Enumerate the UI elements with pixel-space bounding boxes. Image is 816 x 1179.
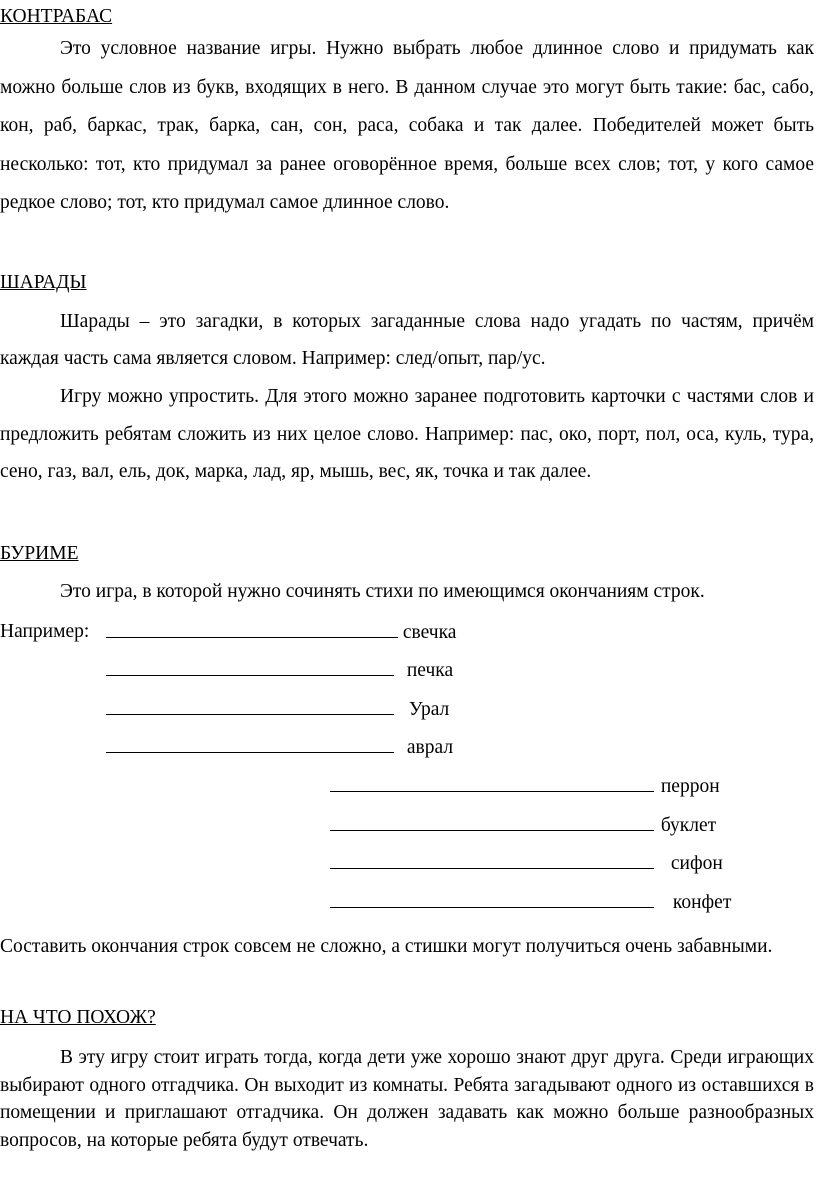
rhyme-word: буклет (660, 815, 717, 836)
burime-row-b2 (330, 812, 716, 839)
burime-row-b4 (330, 889, 731, 916)
blank-line (330, 850, 654, 869)
paragraph-sharady-2: Игру можно упростить. Для этого можно заранее подготовить карточки с частями слов и предложить ребятам сложить из них целое слово. Например: пас, око, порт, пол, оса, куль, тура, сено, газ, вал, ель, док, марка, лад, яр, мышь, вес, як, точка и так далее. (0, 386, 814, 482)
heading-sharady: ШАРАДЫ (0, 272, 87, 293)
burime-row-b1 (330, 773, 720, 800)
rhyme-word: сифон (670, 853, 723, 874)
burime-example-row-1 (0, 619, 89, 645)
burime-outro: Составить окончания строк совсем не сложно, а стишки могут получиться очень забавными. (0, 936, 773, 957)
burime-row-a4 (106, 734, 453, 761)
rhyme-word: перрон (660, 776, 720, 797)
rhyme-word: свечка (402, 622, 457, 643)
rhyme-word: Урал (408, 699, 450, 720)
heading-kontrabas: КОНТРАБАС (0, 6, 113, 27)
heading-burime: БУРИМЕ (0, 543, 79, 564)
paragraph-na-chto-pohozh: В эту игру стоит играть тогда, когда дети уже хорошо знают друг друга. Среди играющих выбирают одного отгадчика. Он выходит из комнаты. Ребята загадывают одного из оставшихся в помещении и приглашают отгадчика. Он должен задавать как можно больше разнообразных вопросов, на которые ребята будут отвечать. (0, 1047, 814, 1151)
rhyme-word: печка (406, 660, 454, 681)
burime-intro: Это игра, в которой нужно сочинять стихи по имеющимся окончаниям строк. (60, 581, 705, 602)
blank-line (106, 696, 394, 715)
rhyme-word: конфет (672, 892, 732, 913)
blank-line (330, 773, 654, 792)
rhyme-word: аврал (406, 737, 454, 758)
example-label: Например: (0, 621, 90, 642)
blank-line (106, 619, 398, 638)
blank-line (106, 657, 394, 676)
blank-line (330, 812, 654, 831)
burime-row-a1 (106, 619, 456, 646)
paragraph-kontrabas: Это условное название игры. Нужно выбрать любое длинное слово и придумать как можно больше слов из букв, входящих в него. В данном случае это могут быть такие: бас, сабо, кон, раб, баркас, трак, барка, сан, сон, раса, собака и так далее. Победителей может быть несколько: тот, кто придумал за ранее оговорённое время, больше всех слов; тот, у кого самое редкое слово; тот, кто придумал самое длинное слово. (0, 38, 814, 213)
burime-row-a2 (106, 657, 453, 684)
blank-line (330, 889, 654, 908)
heading-na-chto-pohozh: НА ЧТО ПОХОЖ? (0, 1007, 156, 1028)
burime-row-a3 (106, 696, 449, 723)
paragraph-sharady-1: Шарады – это загадки, в которых загаданные слова надо угадать по частям, причём каждая часть сама является словом. Например: след/опыт, пар/ус. (0, 311, 814, 369)
burime-row-b3 (330, 850, 723, 877)
blank-line (106, 734, 394, 753)
